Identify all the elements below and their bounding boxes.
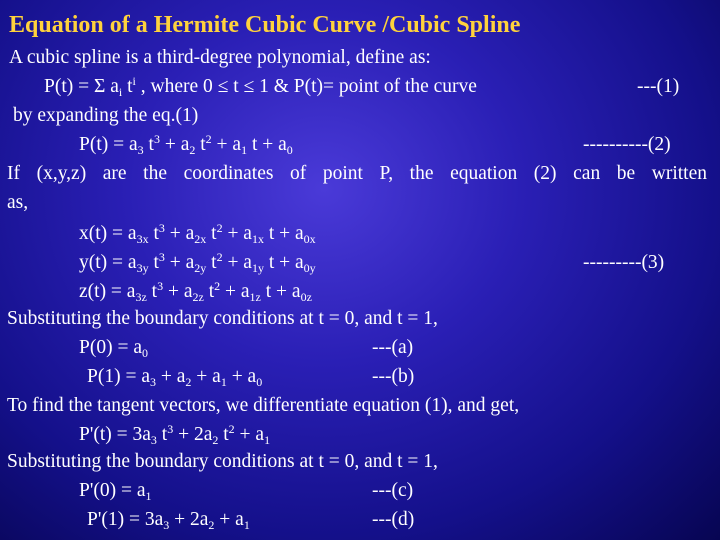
equation-x: $x(t) = a_{3x}$ $t^3 + a_{2x}$ $t^2 + a_{1x}$ $t + a_{0x}$ bbox=[79, 221, 316, 246]
equation-z: $z(t) = a_{3z}$ $t^3 + a_{2z}$ $t^2 + a_{1z}$ $t + a_{0z}$ bbox=[79, 279, 312, 304]
equation-c-tag: ---(c) bbox=[372, 480, 414, 501]
equation-b: $P(1) = a_3 + a_2 + a_1 + a_0$ bbox=[87, 366, 263, 389]
equation-1: P(t) = Σ $a_i$ $t^i$ , where 0 ≤ t ≤ 1 & P(t)= point of the curve bbox=[44, 74, 477, 99]
coordinates-text: If (x,y,z) are the coordinates of point P, the equation (2) can be written bbox=[7, 163, 707, 184]
equation-a: $P(0) = a_0$ bbox=[79, 337, 148, 360]
expanding-text: by expanding the eq.(1) bbox=[13, 105, 199, 126]
equation-d-tag: ---(d) bbox=[372, 509, 415, 530]
slide-title: Equation of a Hermite Cubic Curve /Cubic Spline bbox=[9, 12, 521, 38]
equation-y: $y(t) = a_{3y}$ $t^3 + a_{2y}$ $t^2 + a_{1y}$ $t + a_{0y}$ bbox=[79, 250, 316, 275]
equation-c: $P'(0) = a_1$ bbox=[79, 480, 152, 503]
substituting-text-2: Substituting the boundary conditions at t = 0, and t = 1, bbox=[7, 451, 438, 472]
equation-d: $P'(1) = 3a_3 + 2a_2 + a_1$ bbox=[87, 509, 250, 532]
equation-derivative: $P'(t) = 3a_3$ $t^3 + 2a_2$ $t^2 + a_1$ bbox=[79, 422, 271, 447]
equation-2: $P(t) = a_3$ $t^3 + a_2$ $t^2 + a_1$ $t + a_0$ bbox=[79, 132, 293, 157]
tangent-text: To find the tangent vectors, we differentiate equation (1), and get, bbox=[7, 395, 520, 416]
substituting-text-1: Substituting the boundary conditions at t = 0, and t = 1, bbox=[7, 308, 438, 329]
equation-a-tag: ---(a) bbox=[372, 337, 414, 358]
intro-text: A cubic spline is a third-degree polynomial, define as: bbox=[9, 47, 431, 68]
equation-b-tag: ---(b) bbox=[372, 366, 415, 387]
equation-2-tag: ----------(2) bbox=[583, 134, 671, 155]
equation-3-tag: ---------(3) bbox=[583, 252, 665, 273]
equation-1-tag: ---(1) bbox=[637, 76, 680, 97]
as-text: as, bbox=[7, 192, 29, 213]
